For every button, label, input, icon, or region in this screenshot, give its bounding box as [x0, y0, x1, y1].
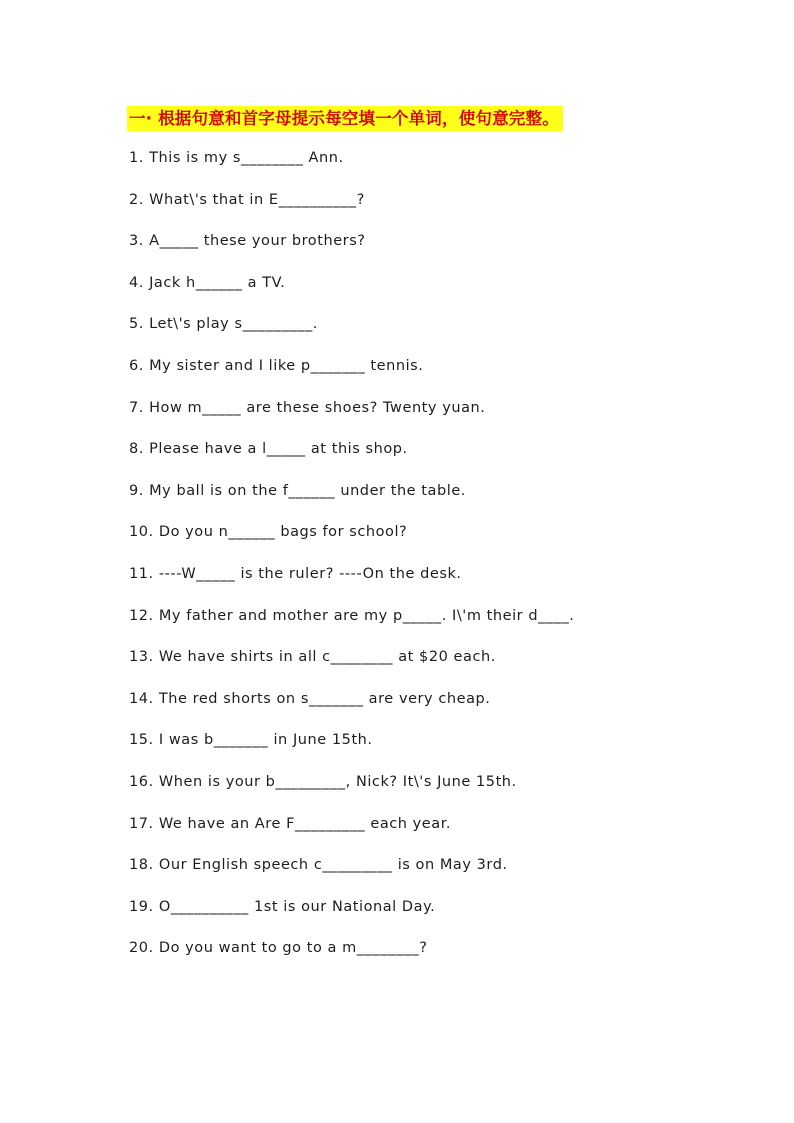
question-item: 14. The red shorts on s_______ are very cheap. — [129, 690, 491, 707]
question-item: 13. We have shirts in all c________ at $20 each. — [129, 649, 496, 666]
question-item: 16. When is your b_________, Nick? It\'s June 15th. — [129, 773, 517, 790]
question-item: 18. Our English speech c_________ is on May 3rd. — [129, 857, 508, 874]
question-item: 17. We have an Are F_________ each year. — [129, 815, 452, 832]
question-item: 10. Do you n______ bags for school? — [129, 524, 408, 541]
question-item: 3. A_____ these your brothers? — [129, 233, 366, 250]
question-item: 5. Let\'s play s_________. — [129, 316, 318, 333]
question-item: 4. Jack h______ a TV. — [129, 274, 286, 291]
question-item: 2. What\'s that in E__________? — [129, 191, 365, 208]
question-item: 15. I was b_______ in June 15th. — [129, 732, 373, 749]
question-item: 6. My sister and I like p_______ tennis. — [129, 357, 424, 374]
question-item: 19. O__________ 1st is our National Day. — [129, 898, 436, 915]
question-item: 8. Please have a l_____ at this shop. — [129, 441, 408, 458]
question-item: 11. ----W_____ is the ruler? ----On the desk. — [129, 565, 462, 582]
section-heading: 一· 根据句意和首字母提示每空填一个单词，使句意完整。 — [127, 106, 563, 131]
question-item: 20. Do you want to go to a m________? — [129, 940, 428, 957]
question-item: 1. This is my s________ Ann. — [129, 150, 344, 166]
question-list — [129, 147, 574, 979]
question-item: 12. My father and mother are my p_____. I\'m their d____. — [129, 607, 575, 624]
question-item: 7. How m_____ are these shoes? Twenty yuan. — [129, 399, 486, 416]
question-item: 9. My ball is on the f______ under the table. — [129, 482, 466, 499]
